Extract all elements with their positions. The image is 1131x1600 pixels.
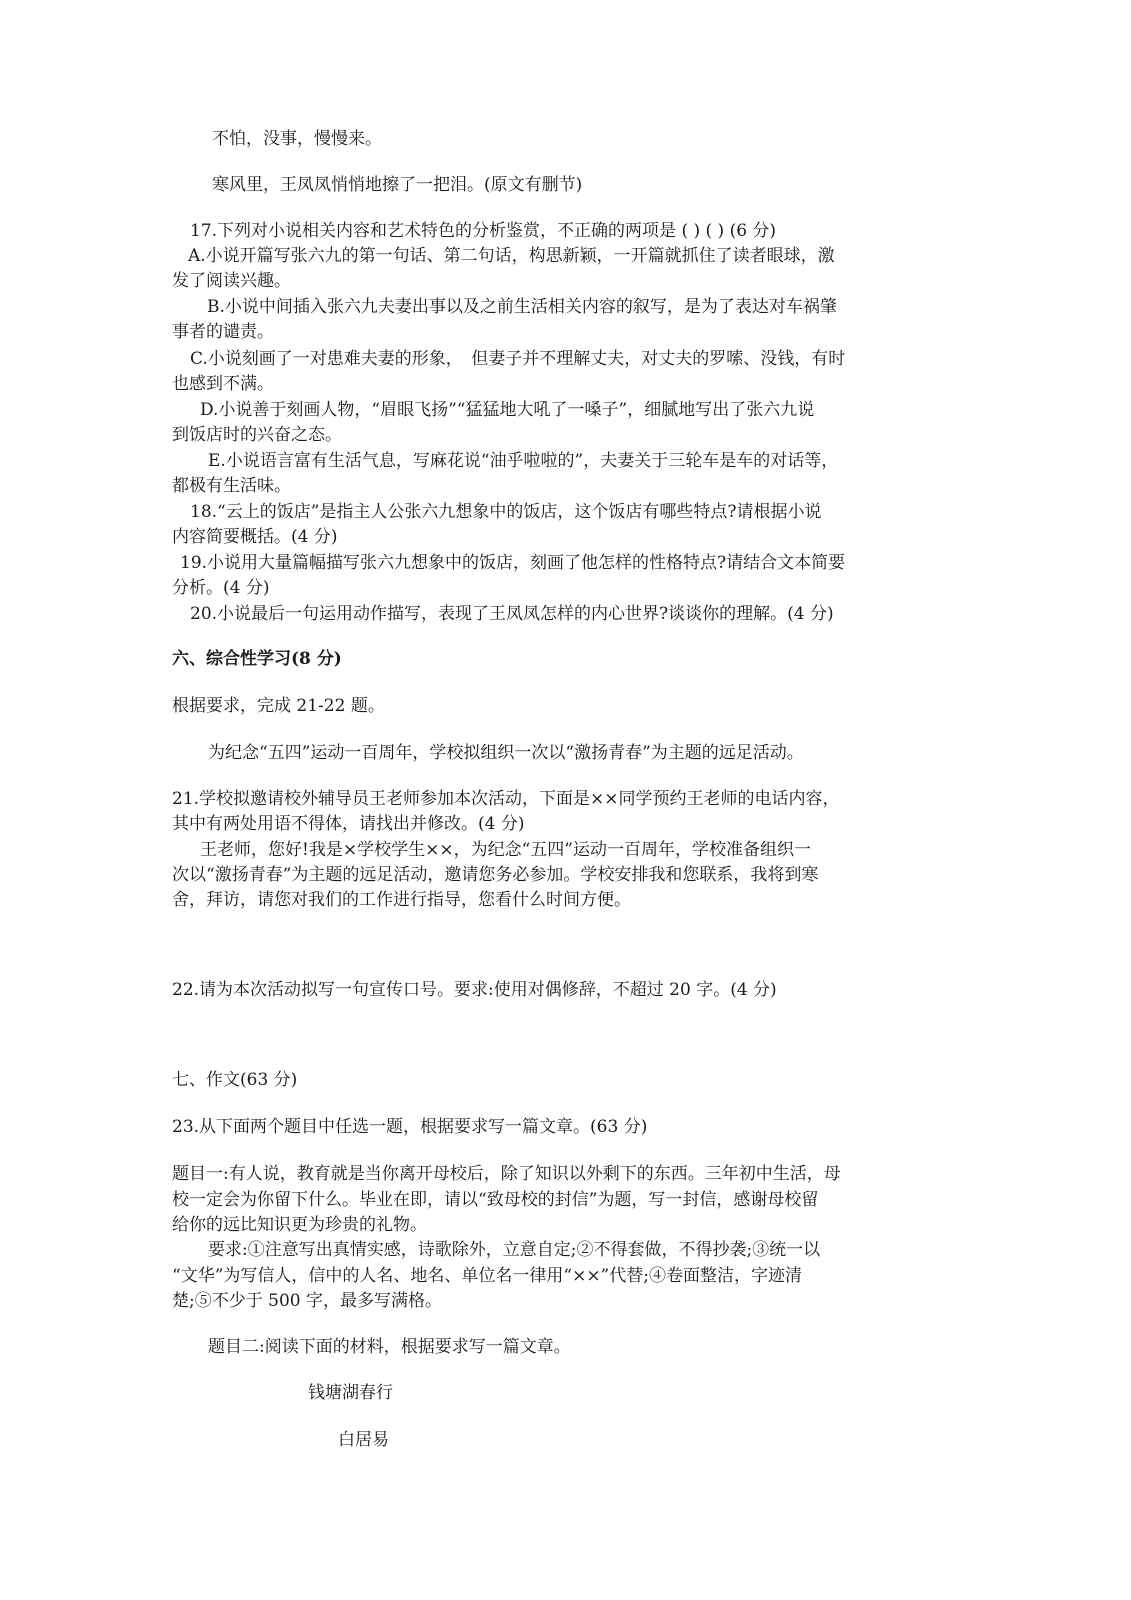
text-line: 17.下列对小说相关内容和艺术特色的分析鉴赏，不正确的两项是 ( ) ( ) (6 分) <box>190 221 777 241</box>
text-line: 七、作文(63 分) <box>172 1070 298 1090</box>
text-line: 白居易 <box>338 1430 389 1450</box>
text-line: 到饭店时的兴奋之态。 <box>172 425 342 445</box>
text-line: A.小说开篇写张六九的第一句话、第二句话，构思新颖，一开篇就抓住了读者眼球，激 <box>188 246 835 266</box>
text-line: 21.学校拟邀请校外辅导员王老师参加本次活动，下面是××同学预约王老师的电话内容， <box>172 789 840 809</box>
text-line: 20.小说最后一句运用动作描写，表现了王凤凤怎样的内心世界?谈谈你的理解。(4 分) <box>190 604 834 624</box>
text-line: 钱塘湖春行 <box>308 1383 393 1403</box>
text-line: 舍，拜访，请您对我们的工作进行指导，您看什么时间方便。 <box>172 890 631 910</box>
text-line: C.小说刻画了一对患难夫妻的形象， 但妻子并不理解丈夫，对丈夫的罗嗦、没钱，有时 <box>190 349 846 369</box>
text-line: 为纪念“五四”运动一百周年，学校拟组织一次以“激扬青春”为主题的远足活动。 <box>208 743 804 763</box>
text-line: 寒风里，王凤凤悄悄地擦了一把泪。(原文有删节) <box>212 175 583 195</box>
text-line: 22.请为本次活动拟写一句宣传口号。要求:使用对偶修辞，不超过 20 字。(4 分) <box>172 980 777 1000</box>
text-line: 18.“云上的饭店”是指主人公张六九想象中的饭店，这个饭店有哪些特点?请根据小说 <box>190 502 822 522</box>
text-line: E.小说语言富有生活气息，写麻花说“油乎啦啦的”，夫妻关于三轮车是车的对话等， <box>208 451 839 471</box>
text-line: 其中有两处用语不得体，请找出并修改。(4 分) <box>172 814 525 834</box>
text-line: 六、综合性学习(8 分) <box>172 649 342 669</box>
text-line: 根据要求，完成 21-22 题。 <box>172 696 385 716</box>
text-line: “文华”为写信人，信中的人名、地名、单位名一律用“××”代替;④卷面整洁，字迹清 <box>172 1266 802 1286</box>
text-line: 也感到不满。 <box>172 374 274 394</box>
text-line: 内容简要概括。(4 分) <box>172 527 338 547</box>
text-line: 题目二:阅读下面的材料，根据要求写一篇文章。 <box>208 1337 571 1357</box>
text-line: 给你的远比知识更为珍贵的礼物。 <box>172 1215 427 1235</box>
text-line: 题目一:有人说，教育就是当你离开母校后，除了知识以外剩下的东西。三年初中生活，母 <box>172 1164 841 1184</box>
text-line: D.小说善于刻画人物，“眉眼飞扬”“猛猛地大吼了一嗓子”，细腻地写出了张六九说 <box>200 400 815 420</box>
text-line: 事者的谴责。 <box>172 322 274 342</box>
text-line: 19.小说用大量篇幅描写张六九想象中的饭店，刻画了他怎样的性格特点?请结合文本简要 <box>180 553 846 573</box>
text-line: 次以“激扬青春”为主题的远足活动，邀请您务必参加。学校安排我和您联系，我将到寒 <box>172 865 819 885</box>
text-line: 校一定会为你留下什么。毕业在即，请以“致母校的封信”为题，写一封信，感谢母校留 <box>172 1190 819 1210</box>
text-line: 不怕，没事，慢慢来。 <box>212 129 382 149</box>
text-line: 王老师，您好!我是×学校学生××，为纪念“五四”运动一百周年，学校准备组织一 <box>200 840 811 860</box>
text-line: 楚;⑤不少于 500 字，最多写满格。 <box>172 1291 442 1311</box>
text-line: 要求:①注意写出真情实感，诗歌除外，立意自定;②不得套做，不得抄袭;③统一以 <box>208 1240 821 1260</box>
text-line: B.小说中间插入张六九夫妻出事以及之前生活相关内容的叙写，是为了表达对车祸肇 <box>207 297 837 317</box>
text-line: 23.从下面两个题目中任选一题，根据要求写一篇文章。(63 分) <box>172 1117 648 1137</box>
text-line: 都极有生活味。 <box>172 476 291 496</box>
text-line: 分析。(4 分) <box>172 578 270 598</box>
text-line: 发了阅读兴趣。 <box>172 271 291 291</box>
